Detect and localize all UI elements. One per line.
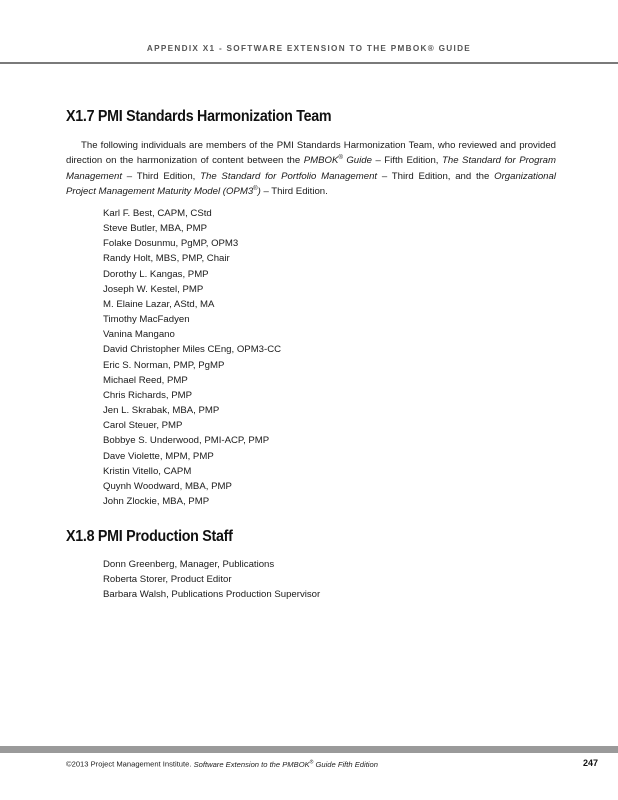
registered-mark: ® — [338, 155, 343, 162]
intro-text-1: The following individuals are members of the PMI Standards Harmonization Team, who reviewed and provided direction on the harmonization of content between the — [66, 140, 556, 167]
list-item: Dave Violette, MPM, PMP — [103, 450, 214, 462]
list-item: Chris Richards, PMP — [103, 389, 193, 401]
book-title-end: Guide Fifth Edition — [313, 759, 378, 769]
list-item: Barbara Walsh, Publications Production Supervisor — [103, 589, 321, 601]
list-item: Eric S. Norman, PMP, PgMP — [103, 359, 225, 371]
intro-text-4: – Third Edition, and the — [377, 170, 495, 182]
pmbok-title — [304, 155, 372, 166]
list-item: M. Elaine Lazar, AStd, MA — [103, 298, 215, 310]
list-item: Folake Dosunmu, PgMP, OPM3 — [103, 238, 239, 250]
list-item: Vanina Mangano — [103, 329, 175, 341]
list-item: Joseph W. Kestel, PMP — [103, 283, 204, 295]
list-item: Bobbye S. Underwood, PMI-ACP, PMP — [103, 435, 270, 447]
list-item: Steve Butler, MBA, PMP — [103, 223, 207, 235]
copyright-text: ©2013 Project Management Institute. — [66, 759, 194, 769]
portfolio-standard-title: The Standard for Portfolio Management — [200, 170, 378, 182]
registered-mark: ® — [253, 186, 258, 193]
footer-book-title — [194, 760, 378, 769]
footer-copyright — [66, 759, 378, 769]
intro-paragraph — [66, 138, 556, 200]
list-item: Kristin Vitello, CAPM — [103, 465, 192, 477]
list-item: Randy Holt, MBS, PMP, Chair — [103, 253, 230, 265]
intro-text-3: – Third Edition, — [122, 170, 201, 182]
guide-word: Guide — [342, 155, 372, 167]
pmbok-word: PMBOK — [303, 155, 339, 167]
running-header — [0, 0, 618, 64]
production-staff-list — [103, 557, 320, 602]
opm3-name: Organizational Project Management Maturity Model (OPM3 — [66, 170, 556, 198]
list-item: Carol Steuer, PMP — [103, 420, 183, 432]
list-item: Dorothy L. Kangas, PMP — [103, 268, 209, 280]
list-item: John Zlockie, MBA, PMP — [103, 495, 210, 507]
list-item: Donn Greenberg, Manager, Publications — [103, 559, 275, 570]
footer-rule — [0, 746, 618, 753]
registered-mark: ® — [309, 759, 314, 765]
page-number: 247 — [582, 758, 598, 768]
program-standard-title: The Standard for Program Management — [66, 155, 556, 182]
intro-text-2: – Fifth Edition, — [371, 155, 442, 167]
list-item: Karl F. Best, CAPM, CStd — [103, 208, 212, 219]
list-item: Michael Reed, PMP — [103, 374, 188, 386]
list-item: Timothy MacFadyen — [103, 314, 190, 326]
section-heading-x1-8: X1.8 PMI Production Staff — [66, 528, 233, 545]
list-item: Jen L. Skrabak, MBA, PMP — [103, 405, 220, 417]
section-heading-x1-7: X1.7 PMI Standards Harmonization Team — [66, 108, 332, 125]
list-item: Quynh Woodward, MBA, PMP — [103, 480, 232, 492]
intro-text-5: – Third Edition. — [260, 186, 328, 198]
list-item: Roberta Storer, Product Editor — [103, 574, 232, 586]
running-header-title: APPENDIX X1 - SOFTWARE EXTENSION TO THE PMBOK® GUIDE — [146, 44, 472, 53]
opm3-close: ) — [257, 186, 261, 198]
book-title-text: Software Extension to the PMBOK — [193, 759, 310, 769]
harmonization-team-list — [103, 206, 281, 509]
list-item: David Christopher Miles CEng, OPM3-CC — [103, 344, 282, 356]
